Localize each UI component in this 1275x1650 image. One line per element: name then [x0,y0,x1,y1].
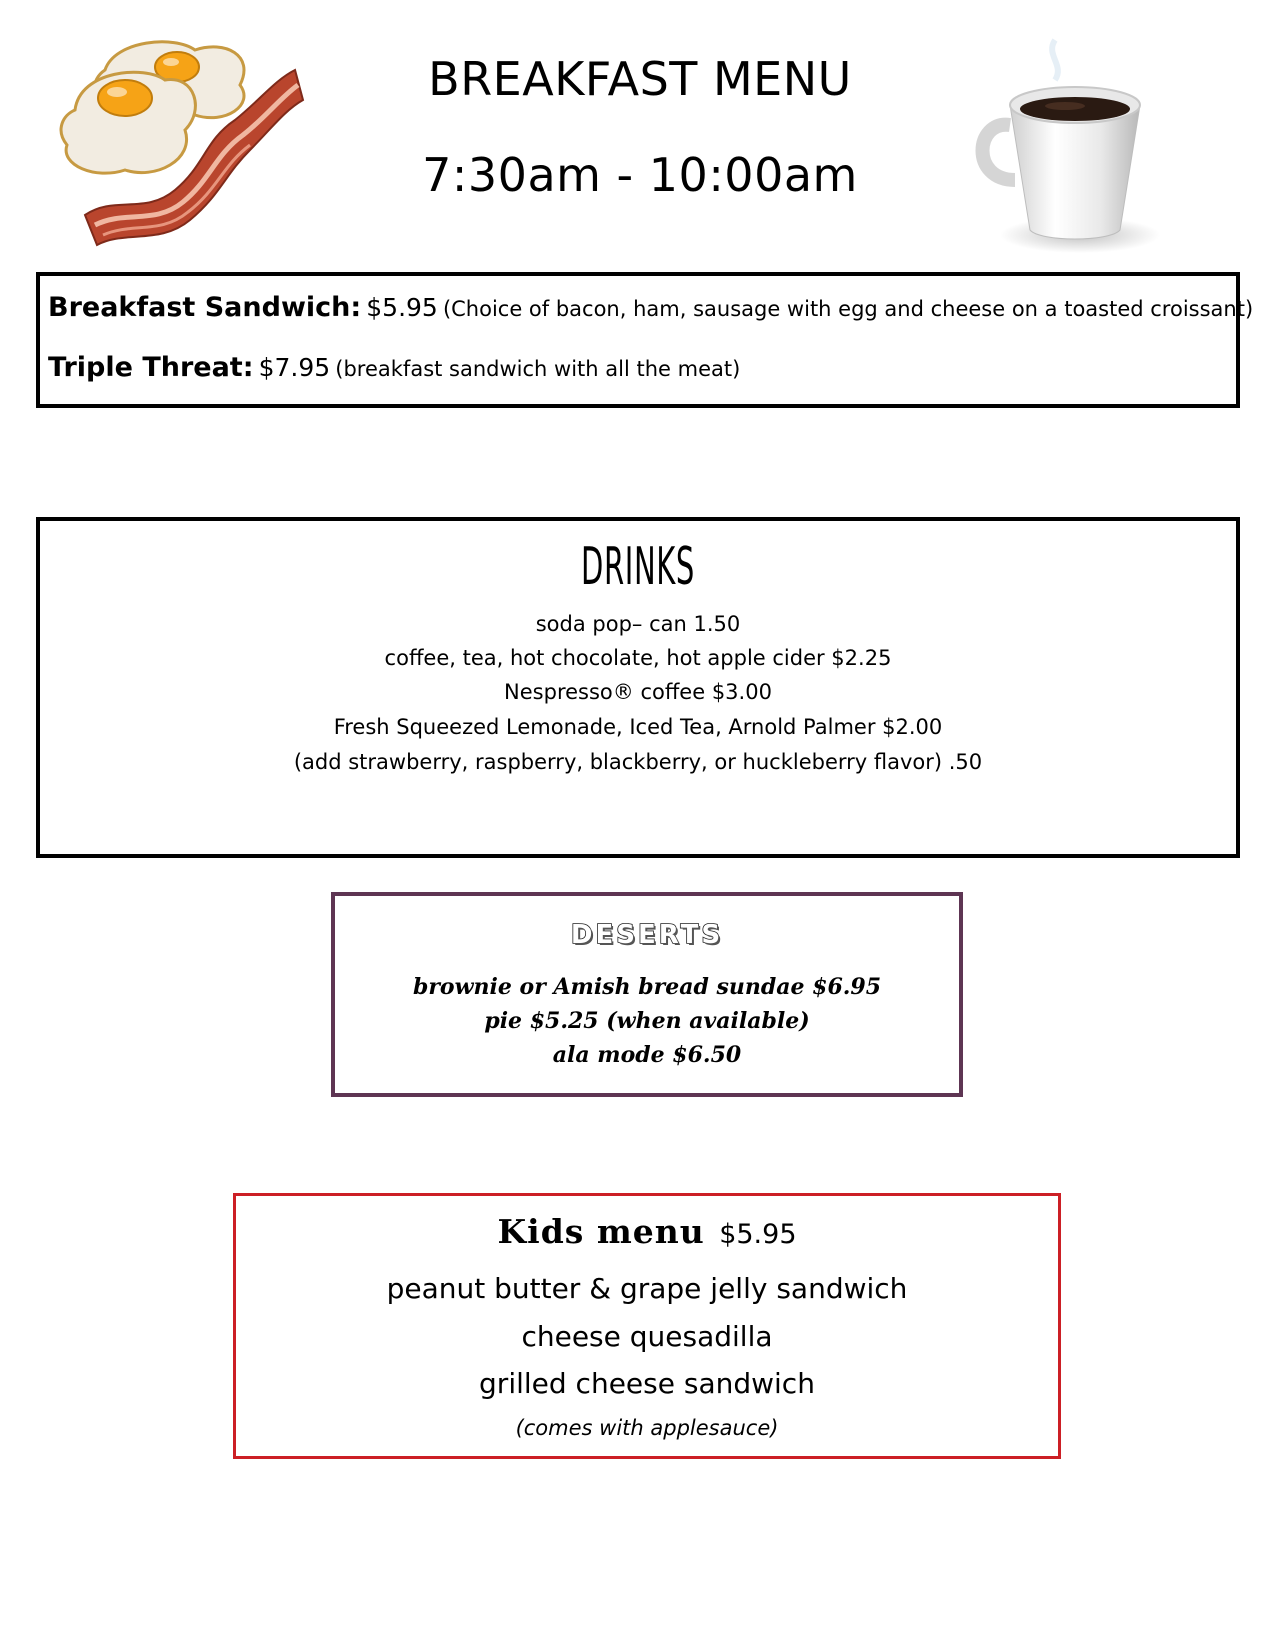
drink-item: Nespresso® coffee $3.00 [504,680,772,704]
drinks-section [36,517,1240,858]
sandwich-section [36,272,1254,408]
kids-price: $5.95 [719,1219,797,1250]
item-price: $5.95 [366,293,438,322]
eggs-and-bacon-icon [55,30,315,260]
menu-item [48,292,1253,323]
deserts-heading: DESERTS [570,920,724,950]
menu-title: BREAKFAST MENU [428,52,852,106]
kids-item: peanut butter & grape jelly sandwich [386,1272,908,1305]
menu-hours: 7:30am - 10:00am [422,148,858,202]
kids-section [233,1193,1061,1459]
item-description: (breakfast sandwich with all the meat) [335,357,741,381]
desert-item: brownie or Amish bread sundae $6.95 [412,974,882,1000]
desert-item: ala mode $6.50 [552,1042,742,1068]
coffee-cup-icon [970,30,1170,260]
item-price: $7.95 [258,353,331,382]
kids-note: (comes with applesauce) [515,1416,779,1440]
drink-item: (add strawberry, raspberry, blackberry, or huckleberry flavor) .50 [293,750,983,774]
menu-item [48,352,740,383]
item-name: Triple Threat: [48,352,254,383]
item-description: (Choice of bacon, ham, sausage with egg and cheese on a toasted croissant) [442,297,1254,321]
kids-item: grilled cheese sandwich [479,1367,815,1400]
kids-item: cheese quesadilla [521,1320,773,1353]
kids-heading: Kids menu [497,1212,705,1251]
kids-heading-row [236,1212,1058,1251]
drink-item: coffee, tea, hot chocolate, hot apple cider $2.25 [384,646,892,670]
deserts-section [331,892,963,1097]
drink-item: soda pop– can 1.50 [535,612,741,636]
drink-item: Fresh Squeezed Lemonade, Iced Tea, Arnold Palmer $2.00 [333,715,943,739]
drinks-heading: DRINKS [581,537,695,597]
item-name: Breakfast Sandwich: [48,292,362,323]
desert-item: pie $5.25 (when available) [484,1008,810,1034]
